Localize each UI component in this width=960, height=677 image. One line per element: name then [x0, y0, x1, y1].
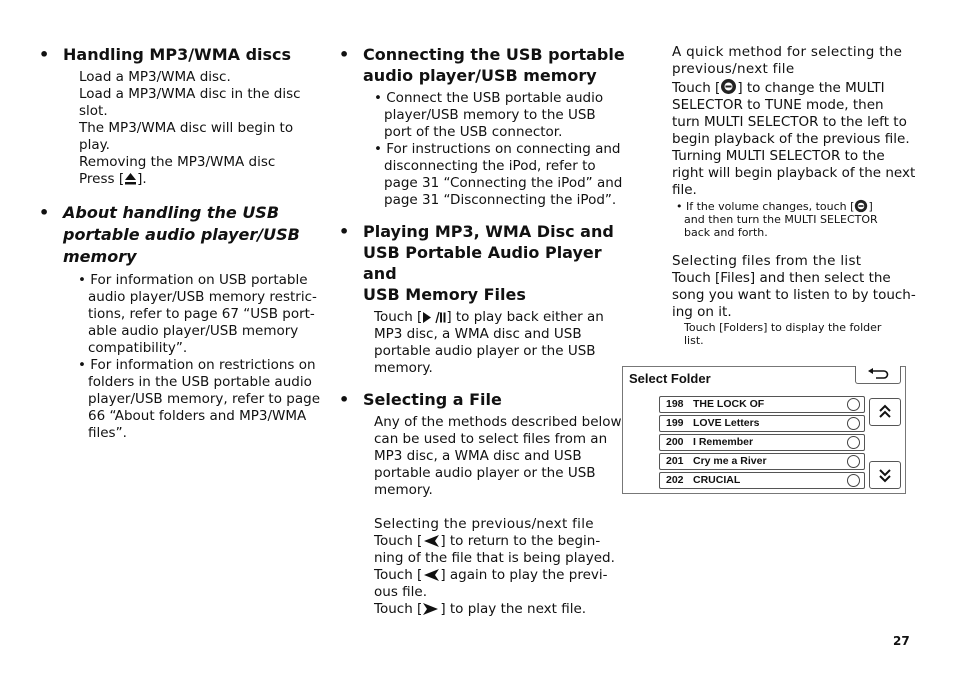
section-body — [38, 69, 323, 188]
text-line: The MP3/WMA disc will begin to — [79, 120, 294, 136]
folder-row[interactable]: 201 Cry me a River — [659, 453, 865, 470]
double-chevron-up-icon — [870, 399, 900, 425]
return-icon — [856, 366, 900, 383]
eject-icon — [124, 172, 137, 186]
chevron-right-icon — [847, 436, 860, 449]
list-method: Selecting files from the list Touch [Files] and then select the song you want to listen to by touch- ing on it. Touch [Folders] to display the folder list. — [672, 253, 916, 347]
column-3 — [672, 44, 917, 347]
text-line: play. — [79, 137, 110, 153]
section-body: Any of the methods described below can be used to select files from an MP3 disc, a WMA disc and USB portable audio player or the USB memory. Selecting the previous/next file Touch [ ] to return to the begin- ning of the file that is being played. Touch [ ] again to play the previ- ous file. Touch [ ] to play the next file. — [338, 414, 638, 618]
chevron-right-icon — [847, 474, 860, 487]
section-about-usb — [38, 202, 323, 442]
chevron-right-icon — [847, 417, 860, 430]
text-line: Load a MP3/WMA disc. — [79, 69, 231, 85]
folder-row[interactable]: 198 THE LOCK OF — [659, 396, 865, 413]
folder-row[interactable]: 199 LOVE Letters — [659, 415, 865, 432]
section-handling-mp3 — [38, 44, 323, 188]
text-line: Removing the MP3/WMA disc — [79, 154, 276, 170]
scroll-up-button[interactable] — [869, 398, 901, 426]
play-pause-icon — [422, 311, 446, 324]
previous-icon — [422, 568, 440, 582]
bullet-item: • For information on USB portable audio player/USB memory restric- tions, refer to page 67 “USB port- able audio player/USB memory compatibility”. — [78, 272, 317, 356]
chevron-right-icon — [847, 455, 860, 468]
text-line: slot. — [79, 103, 108, 119]
screen-title: Select Folder — [629, 371, 711, 386]
text-line: Press [ ]. — [79, 171, 147, 187]
text-line: Touch [ ] to play back either an — [374, 309, 604, 325]
multi-selector-icon — [854, 199, 868, 213]
bullet-item: • Connect the USB portable audio player/USB memory to the USB port of the USB connector. — [374, 90, 604, 140]
next-icon — [422, 602, 440, 616]
bullet-item: • For instructions on connecting and disconnecting the iPod, refer to page 31 “Connecting the iPod” and page 31 “Disconnecting the iPod”. — [374, 141, 623, 208]
select-folder-screen — [622, 366, 906, 494]
previous-icon — [422, 534, 440, 548]
section-body: Touch [ ] to play back either an MP3 disc, a WMA disc and USB portable audio player or the USB memory. — [338, 309, 638, 377]
section-connecting-usb — [338, 44, 638, 209]
folder-row[interactable]: 200 I Remember — [659, 434, 865, 451]
scroll-down-button[interactable] — [869, 461, 901, 489]
note: • If the volume changes, touch [ ] and then turn the MULTI SELECTOR back and forth. — [676, 200, 878, 239]
subheading: A quick method for selecting the — [672, 44, 903, 60]
section-selecting-file — [338, 389, 638, 618]
section-heading: • Handling MP3/WMA discs — [39, 45, 292, 64]
section-heading: • Connecting the USB portable audio player/USB memory — [339, 45, 625, 85]
subheading: Selecting files from the list — [672, 253, 862, 269]
page-number: 27 — [893, 634, 910, 648]
chevron-right-icon — [847, 398, 860, 411]
quick-method: A quick method for selecting the previous/next file Touch [ ] to change the MULTI SELECTOR to TUNE mode, then turn MULTI SELECTOR to the left to begin playback of the previous file. Turning MULTI SELECTOR to the right will begin playback of the next file. • If the volume changes, touch [ ] and then turn the MULTI SELECTOR back and forth. — [672, 44, 916, 239]
double-chevron-down-icon — [870, 462, 900, 488]
subheading: previous/next file — [672, 61, 795, 77]
multi-selector-icon — [720, 78, 737, 95]
section-playing-files — [338, 221, 638, 377]
note: Touch [Folders] to display the folder list. — [684, 321, 882, 347]
subheading: Selecting the previous/next file — [374, 516, 594, 532]
folder-row[interactable]: 202 CRUCIAL — [659, 472, 865, 489]
column-2 — [338, 44, 638, 630]
section-heading: • About handling the USB portable audio player/USB memory — [39, 203, 300, 266]
column-1 — [38, 44, 323, 454]
bullet-item: • For information on restrictions on folders in the USB portable audio player/USB memory, refer to page 66 “About folders and MP3/WMA files”. — [78, 357, 320, 441]
section-heading: • Selecting a File — [339, 390, 502, 409]
section-heading: • Playing MP3, WMA Disc and USB Portable Audio Player and USB Memory Files — [339, 222, 614, 304]
text-line: Load a MP3/WMA disc in the disc — [79, 86, 301, 102]
back-button[interactable] — [855, 366, 901, 384]
